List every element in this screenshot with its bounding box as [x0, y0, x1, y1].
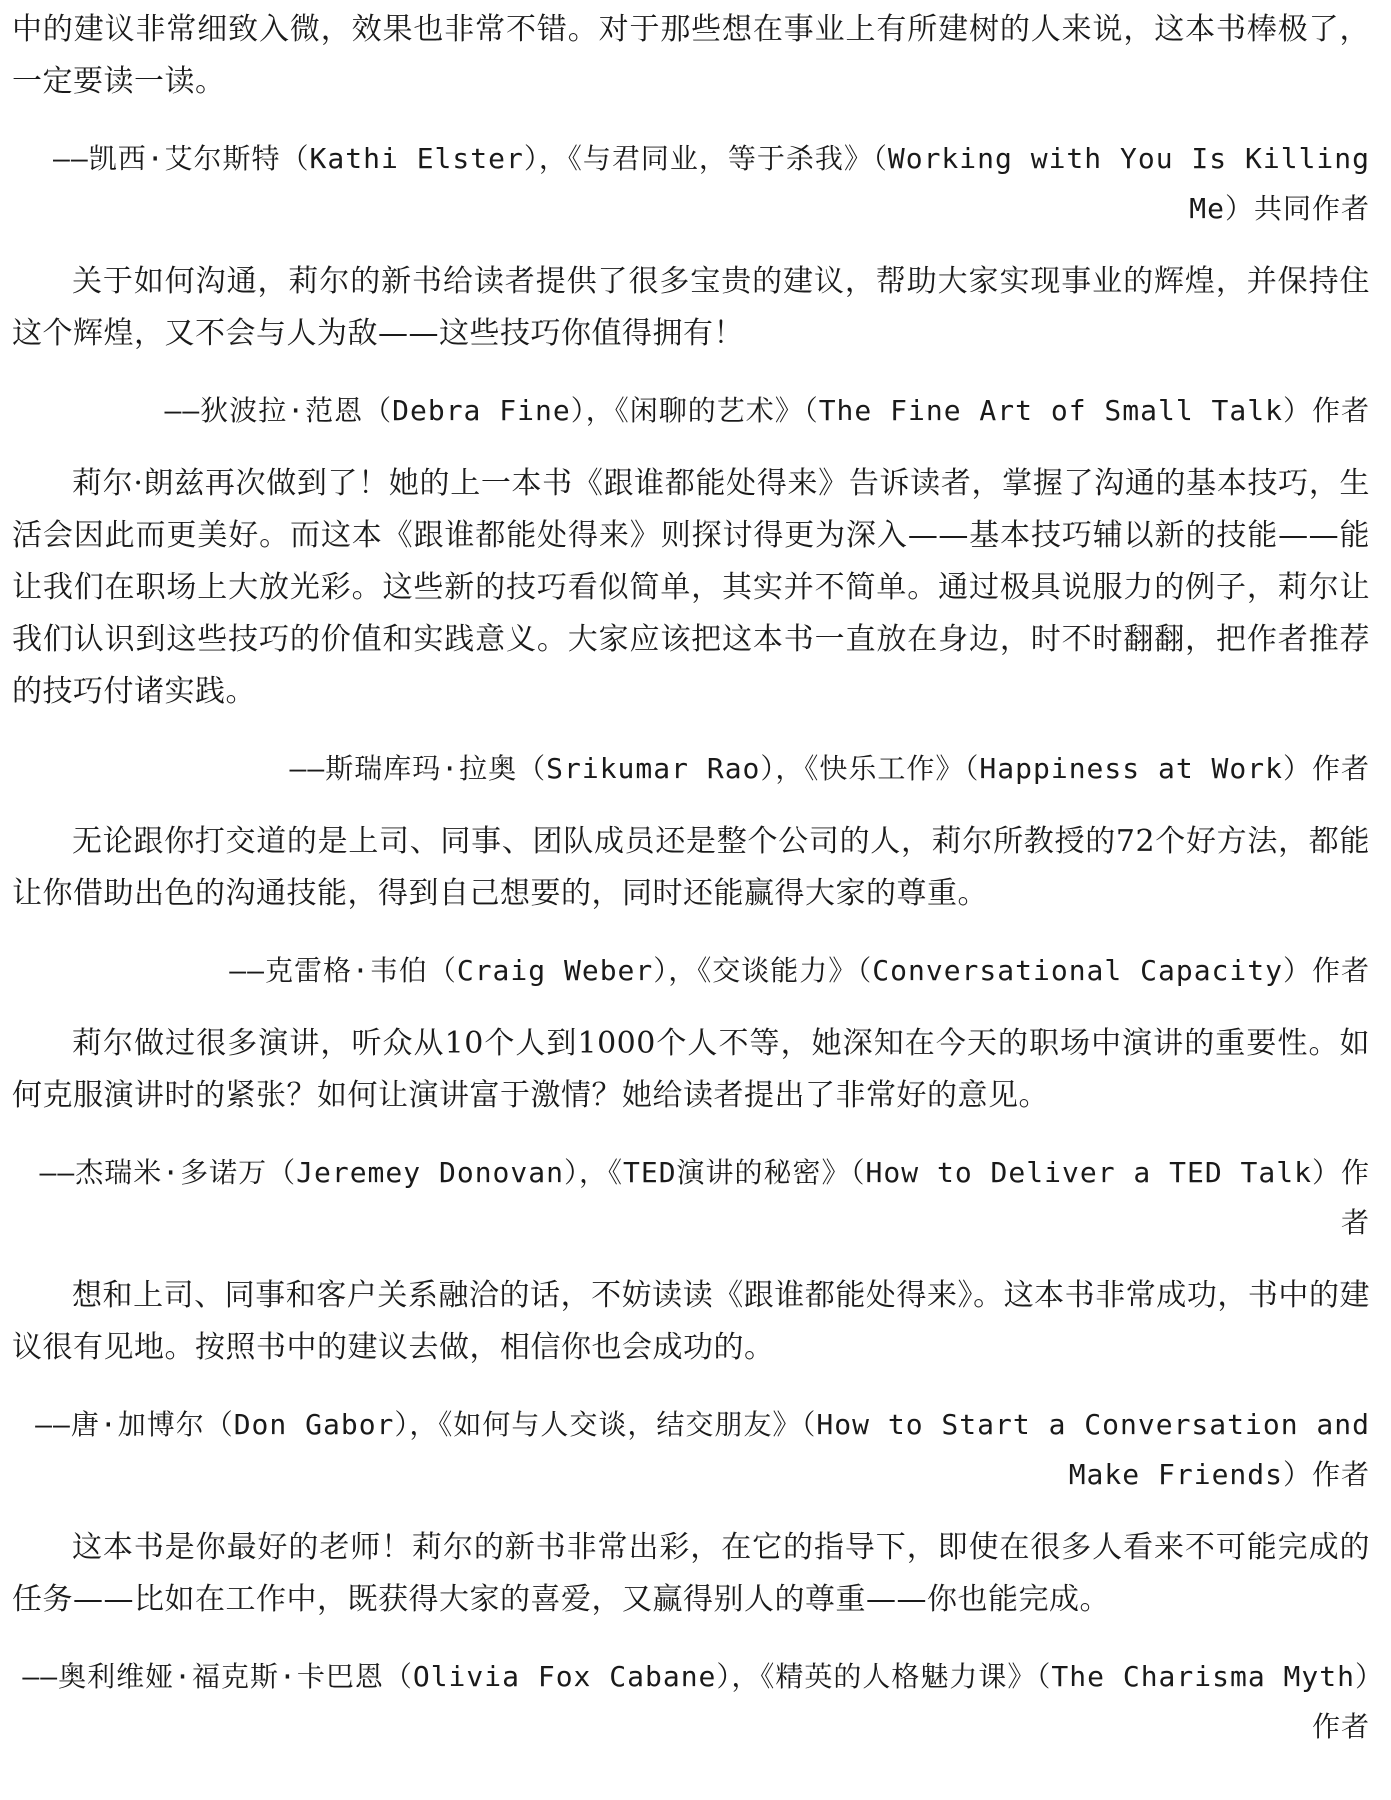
endorsement-attribution: ——克雷格·韦伯（Craig Weber），《交谈能力》（Conversational Capacity）作者 — [229, 954, 1370, 987]
endorsement-text: 关于如何沟通，莉尔的新书给读者提供了很多宝贵的建议，帮助大家实现事业的辉煌，并保持住这个辉煌，又不会与人为敌——这些技巧你值得拥有！ — [12, 264, 1370, 351]
endorsement-7 — [12, 1522, 1370, 1752]
endorsement-text: 莉尔·朗兹再次做到了！她的上一本书《跟谁都能处得来》告诉读者，掌握了沟通的基本技巧，生活会因此而更美好。而这本《跟谁都能处得来》则探讨得更为深入——基本技巧辅以新的技能——能让我们在职场上大放光彩。这些新的技巧看似简单，其实并不简单。通过极具说服力的例子，莉尔让我们认识到这些技巧的价值和实践意义。大家应该把这本书一直放在身边，时不时翻翻，把作者推荐的技巧付诸实践。 — [12, 466, 1370, 709]
endorsement-1 — [12, 4, 1370, 234]
endorsement-attribution: ——狄波拉·范恩（Debra Fine），《闲聊的艺术》（The Fine Art of Small Talk）作者 — [164, 394, 1370, 427]
endorsement-3 — [12, 458, 1370, 794]
endorsement-text: 想和上司、同事和客户关系融洽的话，不妨读读《跟谁都能处得来》。这本书非常成功，书中的建议很有见地。按照书中的建议去做，相信你也会成功的。 — [12, 1278, 1370, 1365]
endorsement-6 — [12, 1270, 1370, 1500]
endorsement-text: 这本书是你最好的老师！莉尔的新书非常出彩，在它的指导下，即使在很多人看来不可能完成的任务——比如在工作中，既获得大家的喜爱，又赢得别人的尊重——你也能完成。 — [12, 1530, 1370, 1617]
endorsement-attribution: ——凯西·艾尔斯特（Kathi Elster），《与君同业，等于杀我》（Working with You Is Killing Me）共同作者 — [52, 142, 1370, 225]
endorsement-attribution: ——斯瑞库玛·拉奥（Srikumar Rao），《快乐工作》（Happiness at Work）作者 — [289, 752, 1370, 785]
document-page — [12, 4, 1370, 1774]
endorsement-text: 莉尔做过很多演讲，听众从10个人到1000个人不等，她深知在今天的职场中演讲的重要性。如何克服演讲时的紧张？如何让演讲富于激情？她给读者提出了非常好的意见。 — [12, 1026, 1370, 1113]
endorsement-attribution: ——奥利维娅·福克斯·卡巴恩（Olivia Fox Cabane），《精英的人格魅力课》（The Charisma Myth）作者 — [22, 1660, 1370, 1743]
endorsement-5 — [12, 1018, 1370, 1248]
endorsement-attribution: ——杰瑞米·多诺万（Jeremey Donovan），《TED演讲的秘密》（How to Deliver a TED Talk）作者 — [39, 1156, 1370, 1239]
endorsement-text: 中的建议非常细致入微，效果也非常不错。对于那些想在事业上有所建树的人来说，这本书棒极了，一定要读一读。 — [12, 12, 1370, 99]
endorsement-attribution: ——唐·加博尔（Don Gabor），《如何与人交谈，结交朋友》（How to Start a Conversation and Make Friends）作者 — [35, 1408, 1370, 1491]
endorsement-text: 无论跟你打交道的是上司、同事、团队成员还是整个公司的人，莉尔所教授的72个好方法，都能让你借助出色的沟通技能，得到自己想要的，同时还能赢得大家的尊重。 — [12, 824, 1370, 911]
endorsement-4 — [12, 816, 1370, 996]
endorsement-2 — [12, 256, 1370, 436]
